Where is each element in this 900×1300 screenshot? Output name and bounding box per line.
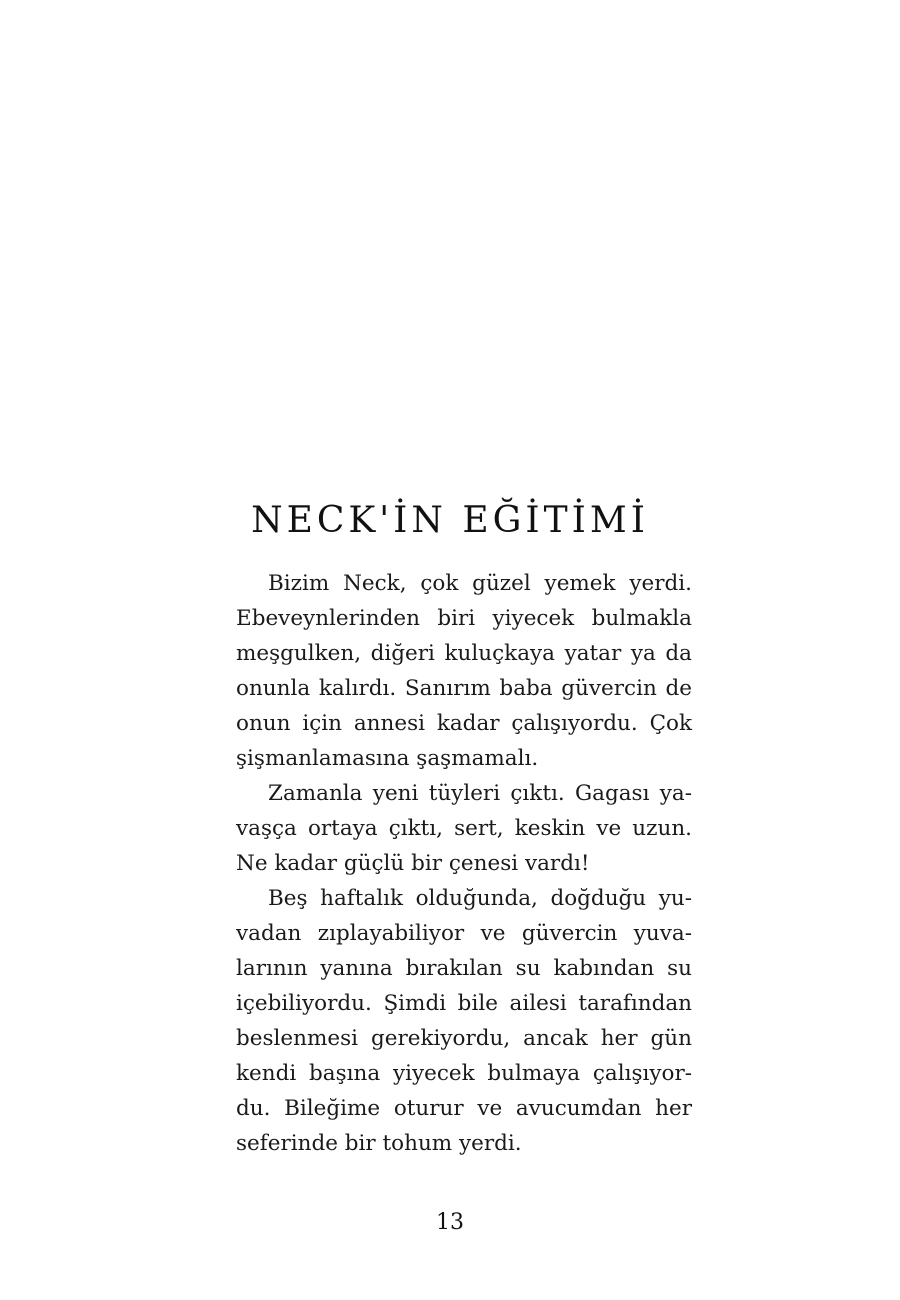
text-line: beslenmesi gerekiyordu, ancak her gün [236, 1026, 692, 1051]
body-text [236, 566, 692, 1161]
text-line: vaşça ortaya çıktı, sert, keskin ve uzun. [236, 816, 692, 841]
text-line: Beş haftalık olduğunda, doğduğu yu- [268, 886, 692, 911]
text-line: vadan zıplayabiliyor ve güvercin yuva- [236, 921, 692, 946]
text-line: onunla kalırdı. Sanırım baba güvercin de [236, 676, 692, 701]
text-line: kendi başına yiyecek bulmaya çalışıyor- [236, 1061, 692, 1086]
text-line: Bizim Neck, çok güzel yemek yerdi. [268, 571, 692, 596]
text-line: onun için annesi kadar çalışıyordu. Çok [236, 711, 692, 736]
text-line: içebiliyordu. Şimdi bile ailesi tarafından [236, 991, 692, 1016]
text-line: Ebeveynlerinden biri yiyecek bulmakla [236, 606, 692, 631]
page-number: 13 [436, 1210, 464, 1235]
text-line: Ne kadar güçlü bir çenesi vardı! [236, 851, 590, 876]
text-line: seferinde bir tohum yerdi. [236, 1131, 522, 1156]
text-line: du. Bileğime oturur ve avucumdan her [236, 1096, 692, 1121]
text-line: Zamanla yeni tüyleri çıktı. Gagası ya- [268, 781, 692, 806]
text-line: larının yanına bırakılan su kabından su [236, 956, 692, 981]
text-line: şişmanlamasına şaşmamalı. [236, 746, 539, 771]
chapter-title: NECK'İN EĞİTİMİ [251, 500, 649, 541]
text-line: meşgulken, diğeri kuluçkaya yatar ya da [236, 641, 692, 666]
